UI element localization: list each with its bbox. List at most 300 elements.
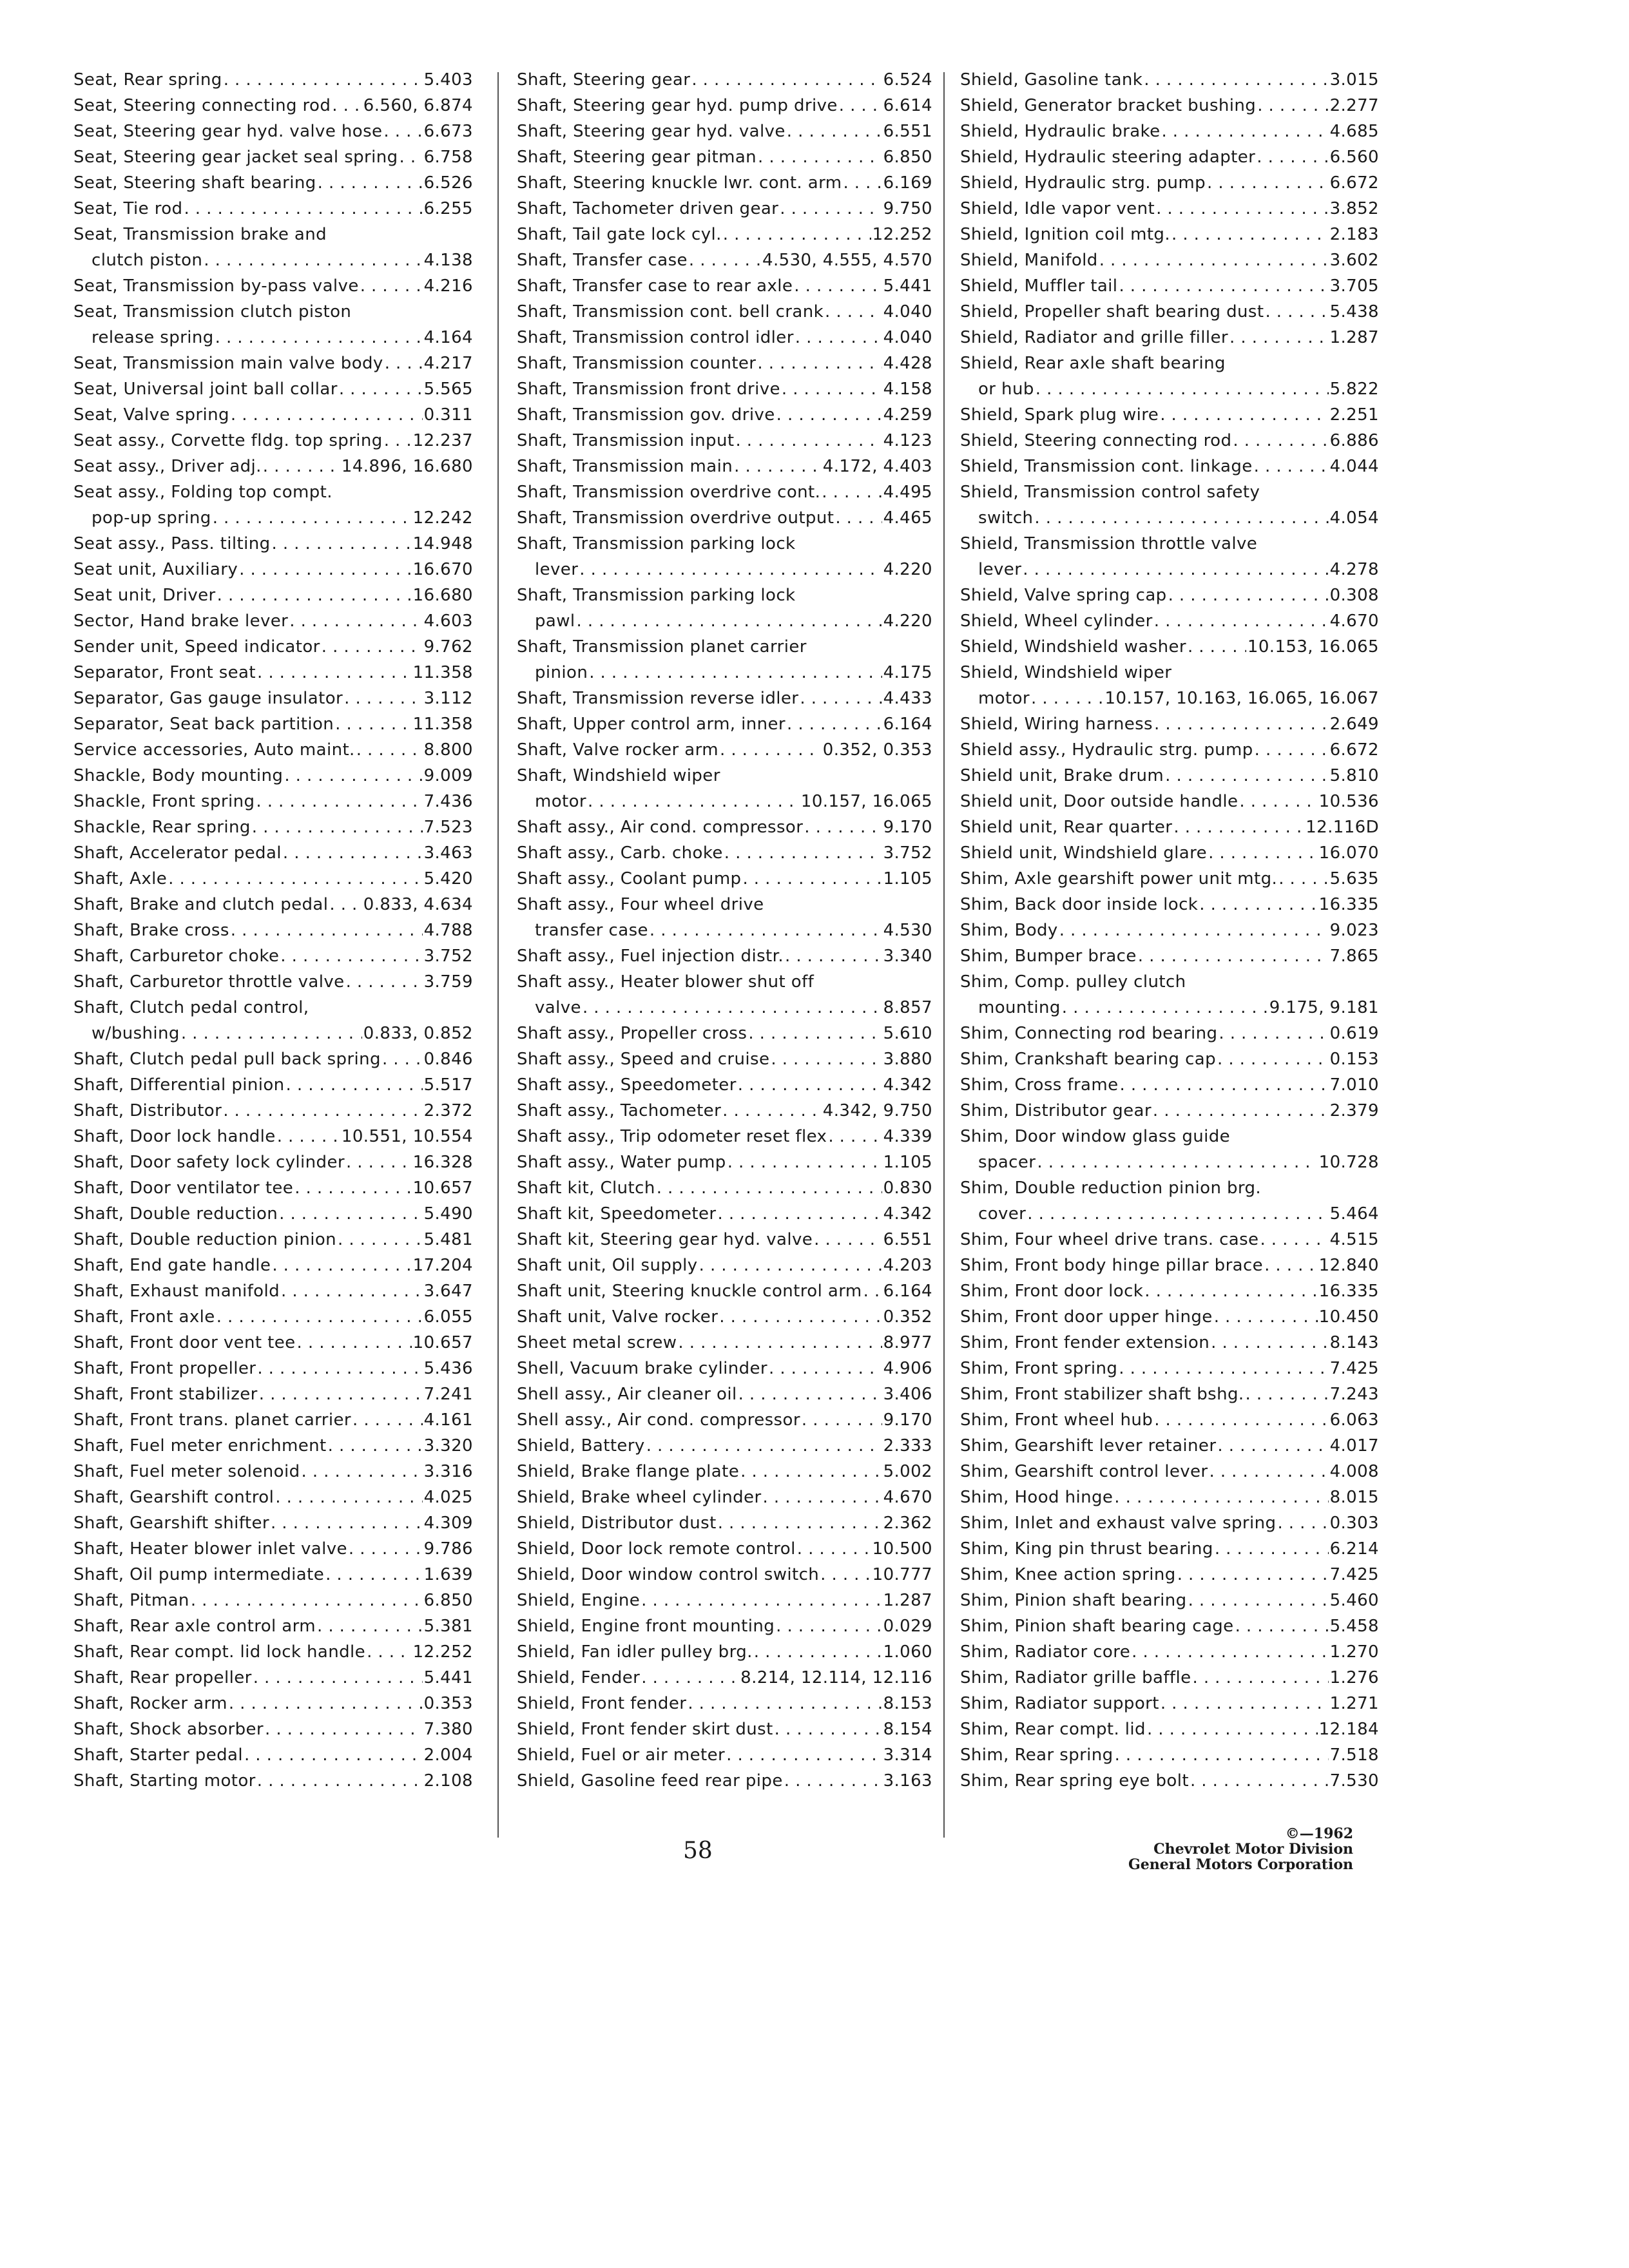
entry-term-continuation: spacer: [978, 1153, 1036, 1172]
entry-reference-number: 3.463: [423, 843, 473, 863]
entry-reference-number: 17.204: [412, 1256, 473, 1275]
dot-leader: [688, 1691, 882, 1716]
index-entry: [517, 196, 932, 222]
dot-leader: [641, 1588, 882, 1613]
dot-leader: [360, 273, 423, 299]
index-entry: [517, 1330, 932, 1356]
index-entry: [73, 1407, 473, 1433]
index-entry: [73, 582, 473, 608]
entry-term: Seat, Rear spring: [73, 70, 222, 90]
entry-reference-number: 4.175: [883, 663, 932, 682]
dot-leader: [184, 196, 422, 222]
entry-term: Shaft, Rocker arm: [73, 1694, 227, 1713]
entry-reference-number: 7.425: [1329, 1565, 1379, 1584]
entry-reference-number: 7.380: [423, 1720, 473, 1739]
dot-leader: [1277, 1510, 1328, 1536]
entry-term: Shim, Distributor gear: [960, 1101, 1152, 1120]
dot-leader: [583, 995, 882, 1021]
entry-reference-number: 5.420: [423, 869, 473, 889]
dot-leader: [839, 93, 882, 119]
dot-leader: [223, 1098, 422, 1124]
entry-reference-number: 1.639: [423, 1565, 473, 1584]
entry-term: Service accessories, Auto maint.: [73, 740, 355, 760]
dot-leader: [294, 1175, 411, 1201]
entry-term: Shaft unit, Oil supply: [517, 1256, 698, 1275]
dot-leader: [1115, 1742, 1329, 1768]
entry-reference-number: 4.670: [883, 1488, 932, 1507]
index-entry: [517, 505, 932, 531]
entry-term: Shaft, Fuel meter enrichment: [73, 1436, 327, 1456]
entry-reference-number: 7.010: [1329, 1075, 1379, 1095]
entry-reference-number: 4.172, 4.403: [822, 457, 932, 476]
dot-leader: [758, 144, 882, 170]
dot-leader: [641, 1665, 739, 1691]
entry-reference-number: 0.619: [1329, 1024, 1379, 1043]
index-entry: [960, 1485, 1379, 1510]
dot-leader: [1027, 1201, 1328, 1227]
entry-reference-number: 5.458: [1329, 1617, 1379, 1636]
entry-term: Shaft, Steering gear: [517, 70, 691, 90]
dot-leader: [367, 1639, 412, 1665]
entry-term: Shaft, Axle: [73, 869, 168, 889]
index-entry: [73, 1588, 473, 1613]
index-entry: [73, 1330, 473, 1356]
entry-term: Shield assy., Hydraulic strg. pump: [960, 740, 1253, 760]
entry-term: Seat, Tie rod: [73, 199, 183, 218]
dot-leader: [1119, 1356, 1328, 1381]
entry-reference-number: 2.004: [423, 1745, 473, 1765]
index-entry: [960, 634, 1379, 660]
entry-reference-number: 3.015: [1329, 70, 1379, 90]
entry-reference-number: 10.450: [1318, 1307, 1379, 1327]
entry-term: Shield, Idle vapor vent: [960, 199, 1155, 218]
entry-reference-number: 16.328: [412, 1153, 473, 1172]
entry-term: Seat, Transmission by-pass valve: [73, 276, 359, 296]
index-entry: [73, 454, 473, 479]
entry-term: Shim, Pinion shaft bearing cage: [960, 1617, 1234, 1636]
dot-leader: [784, 1768, 882, 1794]
entry-reference-number: 4.788: [423, 921, 473, 940]
entry-reference-number: 6.214: [1329, 1539, 1379, 1559]
entry-term-continuation: lever: [535, 560, 579, 579]
entry-term: Shield, Engine front mounting: [517, 1617, 775, 1636]
dot-leader: [678, 1330, 882, 1356]
index-entry: [73, 222, 473, 273]
entry-term: Shield, Fuel or air meter: [517, 1745, 726, 1765]
entry-term: Shaft, Front door vent tee: [73, 1333, 296, 1352]
entry-term: Shield, Ignition coil mtg.: [960, 225, 1171, 244]
entry-reference-number: 4.342, 9.750: [822, 1101, 932, 1120]
index-entry: [960, 479, 1379, 531]
dot-leader: [646, 1433, 882, 1459]
index-entry: [73, 763, 473, 789]
entry-term: Seat, Transmission brake and: [73, 225, 327, 244]
index-entry: [960, 1691, 1379, 1716]
entry-term: Shaft, Exhaust manifold: [73, 1282, 280, 1301]
dot-leader: [253, 1665, 423, 1691]
index-entry: [73, 1304, 473, 1330]
entry-term: Shaft, Starting motor: [73, 1771, 256, 1791]
index-entry: [517, 299, 932, 325]
dot-leader: [723, 222, 871, 247]
dot-leader: [1211, 1330, 1328, 1356]
entry-reference-number: 4.670: [1329, 611, 1379, 631]
entry-term: Shield, Windshield wiper: [960, 663, 1172, 682]
entry-reference-number: 4.495: [883, 483, 932, 502]
entry-term: Shaft, Front propeller: [73, 1359, 256, 1378]
entry-reference-number: 2.108: [423, 1771, 473, 1791]
dot-leader: [272, 1253, 411, 1278]
entry-reference-number: 10.536: [1318, 792, 1379, 811]
entry-term: Shaft assy., Trip odometer reset flex: [517, 1127, 827, 1146]
index-entry: [960, 1046, 1379, 1072]
entry-reference-number: 4.685: [1329, 122, 1379, 141]
entry-reference-number: 9.762: [423, 637, 473, 657]
index-entry: [960, 1536, 1379, 1562]
entry-term: Shield unit, Windshield glare: [960, 843, 1208, 863]
entry-reference-number: 6.560: [1329, 148, 1379, 167]
index-entry: [517, 634, 932, 686]
entry-reference-number: 12.252: [872, 225, 932, 244]
entry-reference-number: 6.055: [423, 1307, 473, 1327]
dot-leader: [181, 1021, 362, 1046]
entry-reference-number: 0.846: [423, 1050, 473, 1069]
index-entry: [73, 351, 473, 376]
entry-term: Shaft, Starter pedal: [73, 1745, 243, 1765]
entry-term: Seat assy., Folding top compt.: [73, 483, 333, 502]
entry-reference-number: 1.270: [1329, 1642, 1379, 1662]
index-entry: [73, 196, 473, 222]
entry-term: Shield, Transmission control safety: [960, 483, 1260, 502]
dot-leader: [724, 840, 882, 866]
entry-reference-number: 4.044: [1329, 457, 1379, 476]
entry-term: Shield, Propeller shaft bearing dust: [960, 302, 1264, 322]
dot-leader: [726, 1742, 882, 1768]
entry-reference-number: 16.680: [412, 586, 473, 605]
dot-leader: [776, 1613, 882, 1639]
dot-leader: [217, 1304, 423, 1330]
entry-term: Shield, Engine: [517, 1591, 641, 1610]
index-entry: [960, 763, 1379, 789]
dot-leader: [1062, 995, 1268, 1021]
dot-leader: [349, 1536, 423, 1562]
entry-term: Shell, Vacuum brake cylinder: [517, 1359, 768, 1378]
index-entry: [960, 1562, 1379, 1588]
entry-term: Seat, Steering shaft bearing: [73, 173, 316, 193]
index-entry: [517, 1768, 932, 1794]
index-entry: [517, 67, 932, 93]
entry-term: Shaft, Transmission planet carrier: [517, 637, 807, 657]
dot-leader: [256, 789, 422, 814]
dot-leader: [1147, 1716, 1318, 1742]
index-entry: [517, 582, 932, 634]
index-entry: [73, 969, 473, 995]
index-entry: [960, 299, 1379, 325]
index-entry: [73, 737, 473, 763]
dot-leader: [1161, 1691, 1329, 1716]
entry-term: Shield, Front fender: [517, 1694, 687, 1713]
entry-term: Seat assy., Corvette fldg. top spring: [73, 431, 383, 450]
dot-leader: [657, 1175, 882, 1201]
dot-leader: [281, 1278, 423, 1304]
dot-leader: [1023, 557, 1328, 582]
entry-term: Shim, Front spring: [960, 1359, 1118, 1378]
entry-term: Shim, Double reduction pinion brg.: [960, 1178, 1262, 1198]
index-entry: [960, 1768, 1379, 1794]
entry-reference-number: 4.530: [883, 921, 932, 940]
dot-leader: [1219, 1021, 1328, 1046]
dot-leader: [325, 1562, 422, 1588]
dot-leader: [822, 479, 882, 505]
entry-term: Sheet metal screw: [517, 1333, 677, 1352]
dot-leader: [1059, 918, 1329, 943]
entry-term: Shaft, Steering knuckle lwr. cont. arm: [517, 173, 842, 193]
entry-reference-number: 3.406: [883, 1385, 932, 1404]
dot-leader: [382, 1046, 423, 1072]
entry-term: Shield, Hydraulic steering adapter: [960, 148, 1256, 167]
entry-reference-number: 5.490: [423, 1204, 473, 1224]
index-entry: [517, 325, 932, 351]
entry-reference-number: 3.320: [423, 1436, 473, 1456]
dot-leader: [346, 1149, 412, 1175]
dot-leader: [265, 1716, 423, 1742]
index-entry: [960, 840, 1379, 866]
dot-leader: [740, 1459, 882, 1485]
dot-leader: [589, 660, 882, 686]
entry-term: Shim, Back door inside lock: [960, 895, 1199, 914]
entry-reference-number: 3.316: [423, 1462, 473, 1481]
dot-leader: [577, 608, 882, 634]
index-entry: [960, 1227, 1379, 1253]
index-entry: [517, 737, 932, 763]
index-entry: [517, 1588, 932, 1613]
dot-leader: [1120, 1072, 1329, 1098]
entry-reference-number: 6.164: [883, 1282, 932, 1301]
entry-term: Shaft, Shock absorber: [73, 1720, 264, 1739]
dot-leader: [1199, 892, 1317, 918]
entry-reference-number: 9.175, 9.181: [1269, 998, 1379, 1017]
entry-reference-number: 12.242: [412, 508, 473, 528]
index-entry: [73, 1768, 473, 1794]
entry-reference-number: 3.314: [883, 1745, 932, 1765]
index-entry: [73, 840, 473, 866]
entry-reference-number: 8.800: [423, 740, 473, 760]
entry-term: Sector, Hand brake lever: [73, 611, 289, 631]
dot-leader: [1190, 1768, 1329, 1794]
index-entry: [960, 1381, 1379, 1407]
entry-term: Shaft assy., Speedometer: [517, 1075, 737, 1095]
index-entry: [73, 1149, 473, 1175]
index-entry: [517, 170, 932, 196]
entry-term: Shaft kit, Clutch: [517, 1178, 655, 1198]
publisher-footer: [1095, 1826, 1353, 1872]
entry-reference-number: 14.948: [412, 534, 473, 553]
entry-term: Shackle, Rear spring: [73, 818, 251, 837]
entry-reference-number: 6.850: [883, 148, 932, 167]
entry-term: Shaft assy., Heater blower shut off: [517, 972, 815, 992]
entry-term: Seat, Transmission clutch piston: [73, 302, 352, 322]
entry-reference-number: 3.752: [423, 947, 473, 966]
dot-leader: [328, 1433, 423, 1459]
index-entry: [73, 1098, 473, 1124]
dot-leader: [843, 170, 882, 196]
index-entry: [960, 1742, 1379, 1768]
entry-reference-number: 4.138: [423, 251, 473, 270]
entry-term: Seat unit, Auxiliary: [73, 560, 238, 579]
entry-reference-number: 1.060: [883, 1642, 932, 1662]
dot-leader: [1036, 376, 1329, 402]
dot-leader: [1177, 1562, 1329, 1588]
entry-term: Shim, Front body hinge pillar brace: [960, 1256, 1264, 1275]
index-entry: [517, 1098, 932, 1124]
column-divider: [943, 72, 945, 1838]
entry-term: Shaft unit, Steering knuckle control arm: [517, 1282, 862, 1301]
index-entry: [517, 814, 932, 840]
index-entry: [960, 1613, 1379, 1639]
entry-term: Shim, King pin thrust bearing: [960, 1539, 1213, 1559]
entry-term: Shaft, Transmission reverse idler: [517, 689, 799, 708]
dot-leader: [257, 1356, 422, 1381]
dot-leader: [1217, 1046, 1329, 1072]
dot-leader: [400, 144, 423, 170]
entry-reference-number: 5.403: [423, 70, 473, 90]
dot-leader: [215, 325, 423, 351]
entry-term: Shield, Muffler tail: [960, 276, 1118, 296]
entry-term: Shaft, Differential pinion: [73, 1075, 285, 1095]
index-entry: [960, 454, 1379, 479]
index-entry: [960, 144, 1379, 170]
entry-reference-number: 4.515: [1329, 1230, 1379, 1249]
entry-reference-number: 5.565: [423, 380, 473, 399]
entry-term: Shaft assy., Four wheel drive: [517, 895, 764, 914]
entry-reference-number: 12.116D: [1306, 818, 1379, 837]
entry-term: Shield, Radiator and grille filler: [960, 328, 1229, 347]
index-entry: [517, 1175, 932, 1201]
dot-leader: [338, 1227, 423, 1253]
index-entry: [73, 93, 473, 119]
index-entry: [73, 1665, 473, 1691]
index-entry: [517, 247, 932, 273]
dot-leader: [1138, 943, 1329, 969]
dot-leader: [735, 428, 882, 454]
entry-reference-number: 1.271: [1329, 1694, 1379, 1713]
entry-reference-number: 6.063: [1329, 1410, 1379, 1430]
entry-term: Shield, Transmission cont. linkage: [960, 457, 1253, 476]
dot-leader: [385, 351, 423, 376]
dot-leader: [272, 531, 412, 557]
dot-leader: [1278, 866, 1328, 892]
entry-term: Seat assy., Driver adj.: [73, 457, 262, 476]
dot-leader: [1215, 1536, 1329, 1562]
entry-term-continuation: pop-up spring: [92, 508, 211, 528]
index-entry: [73, 918, 473, 943]
entry-reference-number: 3.705: [1329, 276, 1379, 296]
entry-term: Separator, Front seat: [73, 663, 256, 682]
dot-leader: [1188, 1588, 1329, 1613]
entry-term: Shaft, Transmission gov. drive: [517, 405, 775, 425]
index-entry: [960, 1253, 1379, 1278]
entry-term: Shaft, Transmission front drive: [517, 380, 780, 399]
entry-reference-number: 7.243: [1329, 1385, 1379, 1404]
entry-term: Shaft assy., Fuel injection distr.: [517, 947, 784, 966]
entry-term: Shaft, Transmission parking lock: [517, 586, 796, 605]
entry-term: Shim, Radiator support: [960, 1694, 1159, 1713]
entry-reference-number: 0.353: [423, 1694, 473, 1713]
entry-term: Shaft, Valve rocker arm: [517, 740, 718, 760]
index-entry: [960, 351, 1379, 402]
entry-term: Shim, Front door upper hinge: [960, 1307, 1213, 1327]
entry-reference-number: 6.169: [883, 173, 932, 193]
index-entry: [960, 969, 1379, 1021]
entry-term: Shaft, Transfer case to rear axle: [517, 276, 793, 296]
index-entry: [73, 376, 473, 402]
dot-leader: [289, 608, 422, 634]
entry-reference-number: 10.551, 10.554: [341, 1127, 473, 1146]
dot-leader: [588, 789, 800, 814]
index-entry: [73, 943, 473, 969]
index-entry: [73, 1639, 473, 1665]
dot-leader: [231, 918, 423, 943]
entry-reference-number: 7.436: [423, 792, 473, 811]
entry-reference-number: 0.833, 4.634: [363, 895, 473, 914]
entry-term: Shield, Hydraulic brake: [960, 122, 1161, 141]
index-entry: [517, 402, 932, 428]
dot-leader: [1254, 454, 1329, 479]
index-entry: [960, 119, 1379, 144]
entry-term: Shim, Radiator core: [960, 1642, 1131, 1662]
dot-leader: [763, 1485, 882, 1510]
dot-leader: [689, 247, 761, 273]
index-entry: [73, 1485, 473, 1510]
index-entry: [517, 866, 932, 892]
entry-term: Shield, Gasoline tank: [960, 70, 1143, 90]
entry-term: Shaft assy., Air cond. compressor: [517, 818, 804, 837]
entry-reference-number: 6.524: [883, 70, 932, 90]
entry-reference-number: 4.158: [883, 380, 932, 399]
entry-reference-number: 10.777: [872, 1565, 932, 1584]
entry-term: Shield, Manifold: [960, 251, 1098, 270]
entry-term: Shield, Door lock remote control: [517, 1539, 796, 1559]
entry-reference-number: 0.029: [883, 1617, 932, 1636]
index-entry: [73, 1562, 473, 1588]
index-entry: [960, 1433, 1379, 1459]
dot-leader: [835, 505, 882, 531]
dot-leader: [814, 1227, 882, 1253]
entry-term: Shim, Cross frame: [960, 1075, 1119, 1095]
index-entry: [960, 1510, 1379, 1536]
dot-leader: [795, 325, 882, 351]
entry-reference-number: 9.170: [883, 1410, 932, 1430]
entry-term-continuation: cover: [978, 1204, 1027, 1224]
dot-leader: [1260, 1227, 1328, 1253]
dot-leader: [191, 1588, 423, 1613]
entry-reference-number: 8.857: [883, 998, 932, 1017]
entry-term: Shaft kit, Steering gear hyd. valve: [517, 1230, 813, 1249]
index-entry: [960, 892, 1379, 918]
entry-term-continuation: motor: [535, 792, 587, 811]
entry-term-continuation: pawl: [535, 611, 575, 631]
dot-leader: [1099, 247, 1329, 273]
entry-reference-number: 4.216: [423, 276, 473, 296]
dot-leader: [257, 1768, 423, 1794]
entry-term: Shim, Comp. pulley clutch: [960, 972, 1186, 992]
entry-term: Shaft, Steering gear hyd. valve: [517, 122, 786, 141]
dot-leader: [820, 1562, 871, 1588]
dot-leader: [1160, 402, 1328, 428]
entry-reference-number: 2.372: [423, 1101, 473, 1120]
entry-reference-number: 7.425: [1329, 1359, 1379, 1378]
index-entry: [517, 351, 932, 376]
